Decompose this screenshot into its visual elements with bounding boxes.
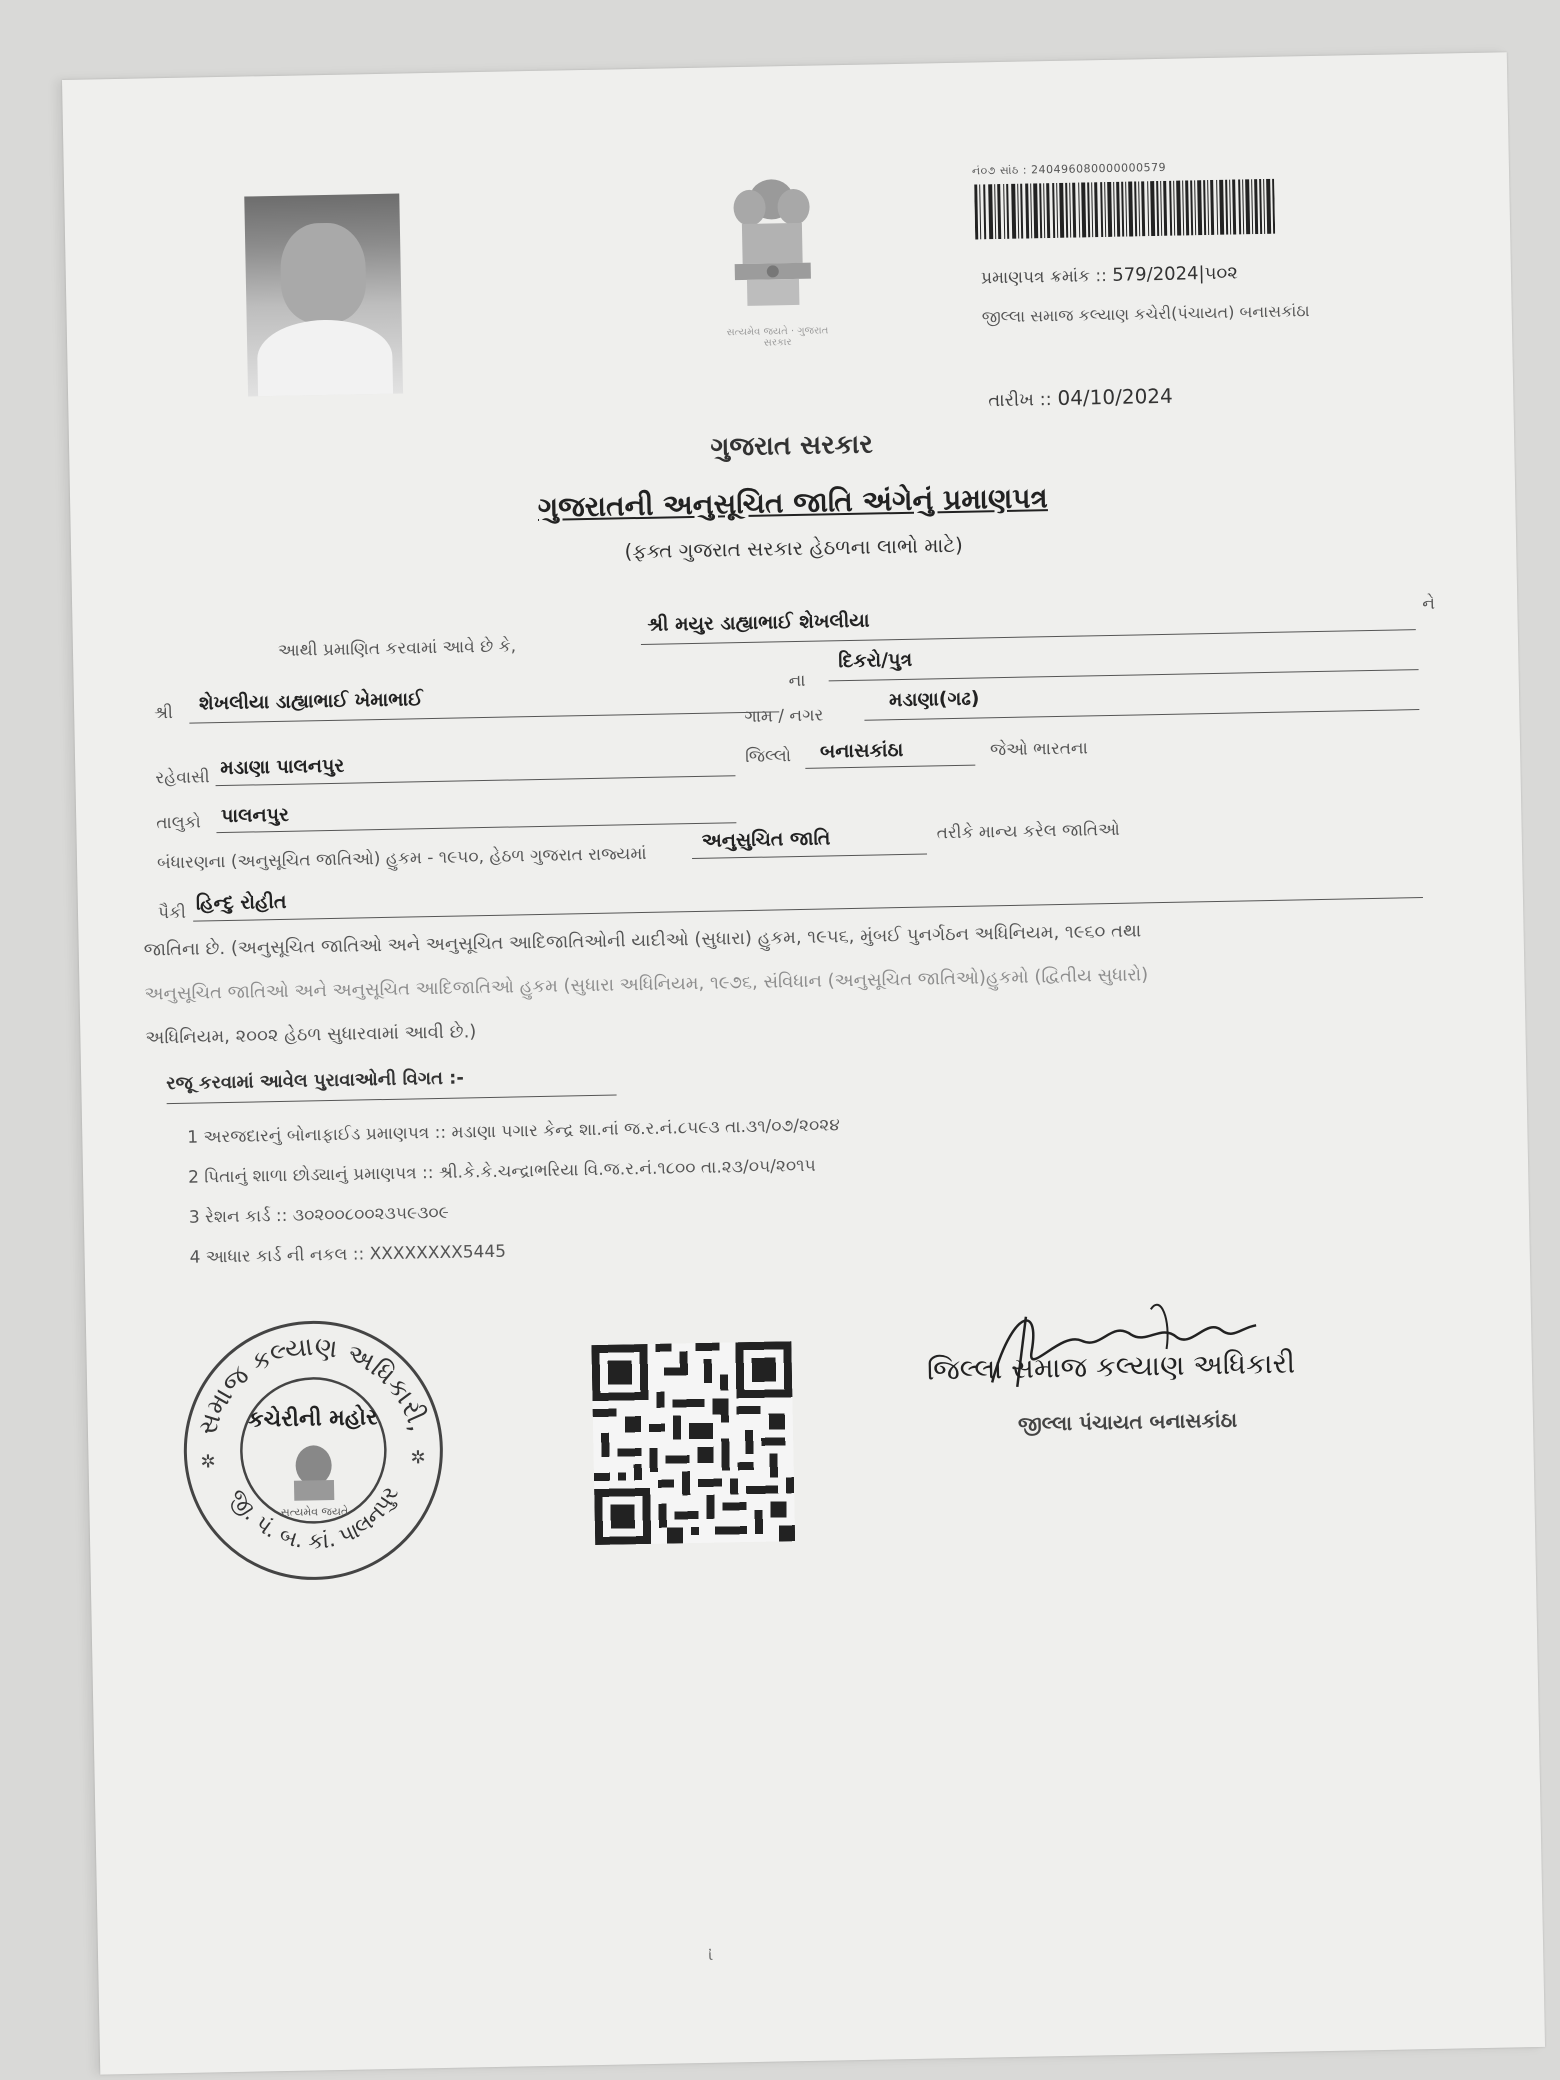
certificate-number-label: પ્રમાણપત્ર ક્રમાંક :: — [980, 265, 1108, 289]
legal-paragraph-2: અનુસૂચિત જાતિઓ અને અનુસૂચિત આદિજાતિઓ હુકમ (સુધારા અધિનિયમ, ૧૯૭૬, સંવિધાન (અનુસૂચિત જાતિઓ)હુકમો (દ્વિતીય સુધારો) — [144, 964, 1149, 1005]
caste-label: પૈકી — [157, 902, 187, 924]
recognized-text: તરીકે માન્ય કરેલ જાતિઓ — [936, 819, 1120, 844]
legal-paragraph-1: જાતિના છે. (અનુસૂચિત જાતિઓ અને અનુસૂચિત આદિજાતિઓની યાદીઓ (સુધારા) હુકમ, ૧૯૫૬, મુંબઈ પુનર્ગઠન અધિનિયમ, ૧૯૬૦ તથા — [143, 920, 1142, 961]
shri-label: શ્રી — [153, 702, 174, 724]
office-seal-stamp — [176, 1313, 451, 1588]
stamp-motto: સત્યમેવ જયતે — [280, 1504, 349, 1520]
district-label: જિલ્લો — [744, 746, 792, 768]
suffix-ne: ને — [1422, 593, 1436, 614]
page-mark: ἰ — [707, 1947, 714, 1964]
village: મડાણા(ગઢ) — [888, 687, 980, 712]
certificate-number-row — [981, 262, 1238, 288]
certificate-number: 579/2024 — [1112, 263, 1199, 286]
date-row — [988, 384, 1173, 412]
qr-code — [591, 1341, 795, 1545]
stamp-center-text: કચેરીની મહોર — [247, 1405, 378, 1433]
certificate-title: ગુજરાતની અનુસૂચિત જાતિ અંગેનું પ્રમાણપત્ર — [537, 481, 1049, 524]
taluka-line — [216, 822, 736, 833]
father-name: શેખલીયા ડાહ્યાભાઈ ખેમાભાઈ — [198, 688, 424, 715]
serial-number: નં૦૭ સાંઠ : 240496080000000579 — [971, 160, 1167, 178]
caste: હિન્દુ રોહીત — [195, 890, 287, 915]
svg-text:✲: ✲ — [200, 1451, 216, 1473]
evidence-item: 4 આધાર કાર્ડ ની નકલ :: XXXXXXXX5445 — [189, 1241, 507, 1268]
district: બનાસકાંઠા — [819, 738, 904, 763]
father-name-line — [189, 711, 779, 723]
relation: દિકરો/પુત્ર — [838, 648, 913, 673]
taluka: પાલનપુર — [220, 803, 290, 828]
bharat-text: જેઓ ભારતના — [989, 738, 1088, 761]
issue-date: 04/10/2024 — [1057, 383, 1173, 410]
evidence-item: 3 રેશન કાર્ડ :: ૩૦૨૦૦૮૦૦૨૩૫૯૩૦૯ — [188, 1202, 449, 1228]
resident-label: રહેવાસી — [155, 767, 210, 789]
certificate-handwritten-number: |૫૦૨ — [1198, 262, 1239, 285]
officer-title: જિલ્લા સમાજ કલ્યાણ અધિકારી — [926, 1346, 1296, 1387]
village-label: ગામ / નગર — [744, 705, 824, 728]
stamp-bottom-text: જી. પં. બ. કાં. પાલનપુર — [223, 1483, 405, 1555]
ashoka-emblem-icon — [719, 170, 827, 322]
issuing-office: જીલ્લા સમાજ કલ્યાણ કચેરી(પંચાયત) બનાસકાંઠા — [981, 301, 1310, 327]
resident: મડાણા પાલનપુર — [220, 754, 345, 780]
evidence-heading: રજૂ કરવામાં આવેલ પુરાવાઓની વિગત :- — [166, 1067, 465, 1095]
emblem-caption: સત્યમેવ જયતે · ગુજરાત સરકાર — [726, 325, 829, 349]
na-label: ના — [788, 670, 806, 692]
category: અનુસુચિત જાતિ — [701, 827, 831, 852]
evidence-heading-line — [167, 1095, 617, 1105]
relation-line — [829, 669, 1419, 681]
person-name: શ્રી મયુર ડાહ્યાભાઈ શેખલીયા — [647, 609, 870, 636]
applicant-photo — [244, 194, 403, 397]
intro-text: આથી પ્રમાણિત કરવામાં આવે છે કે, — [277, 636, 517, 661]
category-line — [692, 854, 927, 860]
certificate-page — [62, 52, 1545, 2074]
district-line — [805, 765, 975, 769]
taluka-label: તાલુકો — [156, 812, 202, 834]
government-heading: ગુજરાત સરકાર — [710, 429, 874, 463]
stamp-top-text: સમાજ કલ્યાણ અધિકારી, — [192, 1331, 434, 1439]
svg-text:✲: ✲ — [410, 1447, 426, 1469]
order-text: બંધારણના (અનુસૂચિત જાતિઓ) હુકમ - ૧૯૫૦, હેઠળ ગુજરાત રાજ્યમાં — [156, 843, 647, 874]
village-line — [864, 709, 1419, 721]
evidence-item: 1 અરજદારનું બોનાફાઈડ પ્રમાણપત્ર :: મડાણા પગાર કેન્દ્ર શા.નાં જ.ર.નં.૮૫૯૩ તા.૩૧/૦૭/૨૦૨૪ — [187, 1115, 840, 1148]
legal-paragraph-3: અધિનિયમ, ૨૦૦૨ હેઠળ સુધારવામાં આવી છે.) — [145, 1021, 477, 1049]
certificate-subtitle: (ફક્ત ગુજરાત સરકાર હેઠળના લાભો માટે) — [624, 532, 964, 564]
evidence-item: 2 પિતાનું શાળા છોડ્યાનું પ્રમાણપત્ર :: શ્રી.કે.કે.ચન્દ્રાભરિયા વિ.જ.ર.નં.૧૮૦૦ તા.૨૩/૦૫/૨૦૧૫ — [187, 1155, 816, 1188]
barcode — [974, 179, 1275, 240]
date-label: તારીખ :: — [988, 389, 1052, 412]
officer-office: જીલ્લા પંચાયત બનાસકાંઠા — [1017, 1407, 1238, 1436]
